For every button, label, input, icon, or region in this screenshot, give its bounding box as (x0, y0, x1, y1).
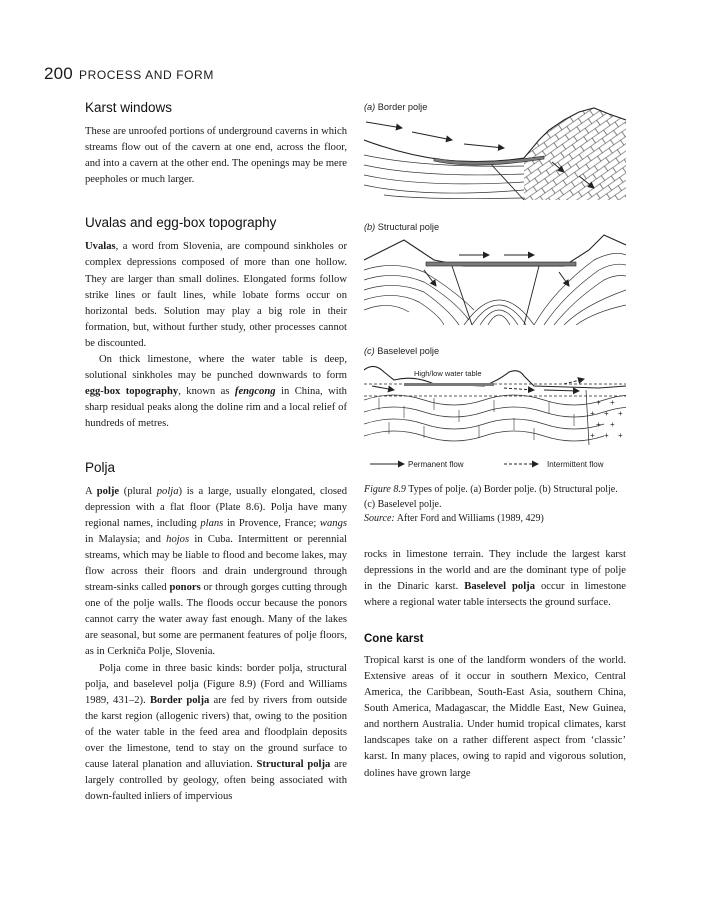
panel-a-letter: (a) (364, 102, 376, 112)
para-polja-2 (85, 661, 347, 806)
text-span: A (85, 485, 97, 497)
text-span: occur in limestone where a regional water table intersects the ground surface. (364, 580, 626, 608)
page-header (44, 64, 214, 84)
figure-caption (364, 483, 626, 527)
panel-c-title: Baselevel polje (377, 346, 440, 356)
legend-intermittent: Intermittent flow (547, 460, 604, 469)
right-column (364, 100, 626, 782)
text-span: , known as (178, 386, 235, 398)
term-border-polja: Border polja (149, 694, 210, 706)
running-head: PROCESS AND FORM (78, 68, 214, 82)
text-span: rocks in limestone terrain. They include the largest karst depressions in the world and are the dominant type of polje in the Dinaric karst. (364, 548, 626, 592)
source-label: Source: (364, 513, 395, 524)
figure-diagram (364, 100, 626, 475)
text-span: are largely controlled by geology, often being associated with down-faulted inliers of impervious (85, 759, 348, 803)
figure-legend (370, 460, 604, 469)
term-ponors: ponors (169, 582, 201, 594)
panel-a-drawing (364, 100, 626, 200)
legend-permanent: Permanent flow (408, 460, 464, 469)
page-number: 200 (44, 64, 73, 83)
para-cone-karst: Tropical karst is one of the landform wonders of the world. Extensive areas of it occur in southern Mexico, Central America, the Caribbean, South-East Asia, southern China, South America, Madagascar, the Middle East, New Guinea, and northern Australia. Under humid tropical climates, karst landscapes take on a rather different aspect from ‘classic’ karst. In many places, owing to rapid and vigorous solution, dolines have grown large (364, 654, 626, 779)
panel-b-letter: (b) (364, 222, 376, 232)
text-span: in China, with sharp residual peaks along the doline rim and a local relief of hundreds of metres. (85, 386, 347, 430)
panel-c-drawing (364, 366, 626, 445)
term-polje: polje (96, 485, 120, 497)
left-column (85, 100, 347, 805)
heading-karst-windows: Karst windows (85, 100, 173, 115)
source-text: After Ford and Williams (1989, 429) (396, 513, 544, 524)
para-polja-1 (85, 484, 347, 661)
text-span: Polja come in three basic kinds: border polja, structural polja, and baselevel polja (Figure 8.9) (Ford and Williams 1989, 431–2). (85, 662, 347, 706)
text-span: ) is a large, usually elongated, closed depression with a flat floor (Plate 8.6). Polja have many regional names, including (85, 485, 348, 529)
term-hojos: hojos (166, 533, 190, 545)
term-polja-plural: polja (156, 485, 179, 497)
para-uvalas-2 (85, 352, 347, 432)
heading-polja: Polja (85, 459, 116, 475)
svg-text:+: + (596, 420, 601, 429)
svg-text:+: + (596, 398, 601, 407)
svg-text:+: + (610, 398, 615, 407)
term-baselevel-polja: Baselevel polja (464, 580, 535, 592)
svg-text:+: + (618, 409, 623, 418)
svg-text:+: + (618, 431, 623, 440)
panel-c-letter: (c) (364, 346, 375, 356)
svg-text:+: + (590, 431, 595, 440)
panel-b-title: Structural polje (377, 222, 440, 232)
term-egg-box: egg-box topography (85, 386, 179, 398)
para-uvalas-1 (85, 239, 347, 352)
text-span: are fed by rivers from outside the karst region (allogenic rivers) that, owing to the position of the water table in the feed area and floodplain deposits over the limestone, tend to stay on the ground surface to cause lateral planation and alluviation. (85, 694, 348, 771)
text-span: (plural (119, 485, 157, 497)
svg-text:+: + (610, 420, 615, 429)
svg-text:+: + (604, 409, 609, 418)
water-table-label: High/low water table (414, 369, 482, 378)
text-span: in Provence, France; (223, 517, 320, 529)
caption-title: Figure 8.9 (364, 484, 406, 495)
panel-b-drawing (364, 235, 626, 325)
term-fengcong: fengcong (234, 386, 276, 398)
term-wangs: wangs (319, 517, 347, 529)
para-right-1 (364, 547, 626, 611)
svg-text:+: + (590, 409, 595, 418)
svg-text:+: + (604, 431, 609, 440)
term-uvalas: Uvalas (85, 241, 116, 253)
para-karst-windows: These are unroofed portions of underground caverns in which streams flow out of the cavern at one end, across the floor, and into a cavern at the other end. The openings may be mere peepholes or much larger. (85, 126, 347, 186)
figure-8-9 (364, 100, 626, 475)
panel-a-title: Border polje (377, 102, 428, 112)
text-span: in Malaysia; and (85, 533, 167, 545)
term-plans: plans (200, 517, 224, 529)
heading-uvalas: Uvalas and egg-box topography (85, 215, 277, 231)
para-uvalas-1-text: , a word from Slovenia, are compound sinkholes or complex depressions composed of more than one hollow. They are larger than small dolines. Elongated forms follow strike lines or fault lines, while lobate forms occur on horizontal beds. Solution may play a big role in their formation, but, without further study, other processes cannot be discounted. (85, 241, 347, 349)
term-structural-polja: Structural polja (256, 759, 331, 771)
text-span: On thick limestone, where the water table is deep, solutional sinkholes may be punched downwards to form (85, 354, 347, 382)
text-span: or through gorges cutting through one of the polje walls. The floods occur because the ponors cannot carry the water away fast enough. Many of the lakes are seasonal, but some are permanent features of polje floors, as in Cerkniča Polje, Slovenia. (85, 582, 347, 658)
caption-text: Types of polje. (a) Border polje. (b) Structural polje. (c) Baselevel polje. (364, 484, 618, 510)
heading-cone-karst: Cone karst (364, 632, 424, 645)
text-span: in Cuba. Intermittent or perennial streams, which may be liable to flood and become lakes, may flow across their floors and drain underground through stream-sinks called (85, 533, 347, 594)
